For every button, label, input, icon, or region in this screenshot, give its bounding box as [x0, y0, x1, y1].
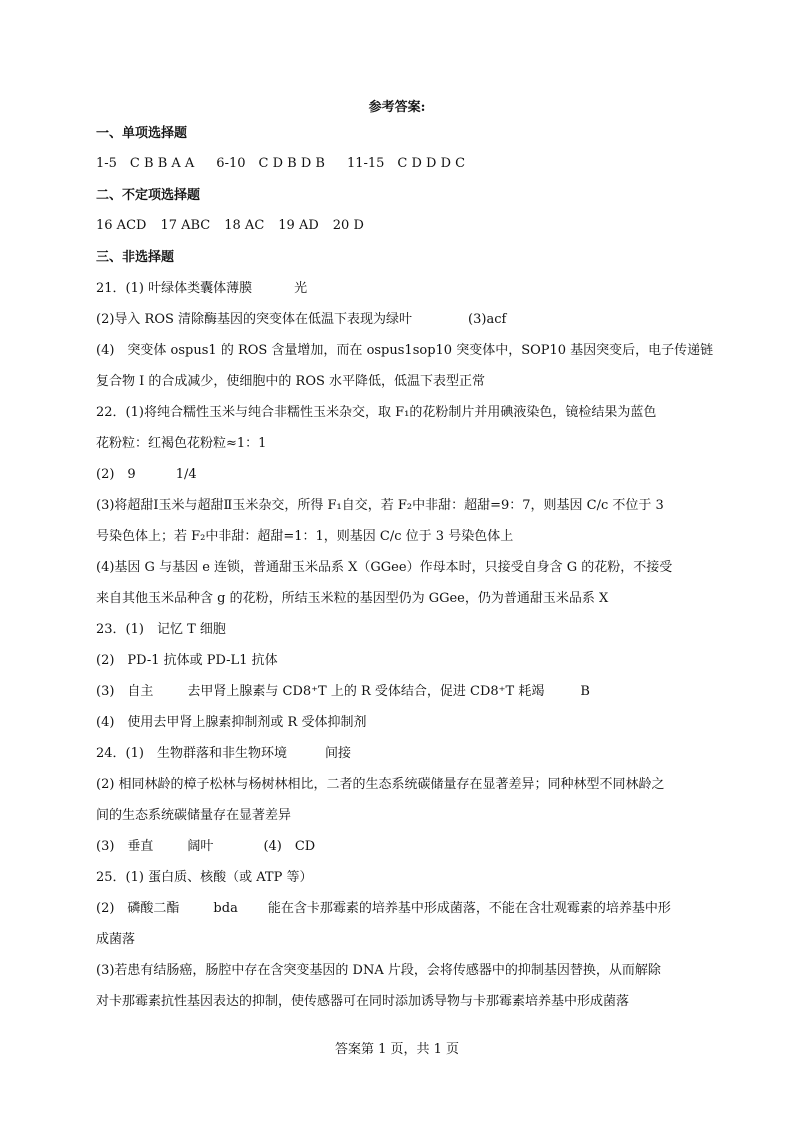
q22-answer-2b: 1/4 [175, 467, 197, 482]
single-answers-group: 11-15 C D D D C [346, 156, 466, 171]
q25-line-4: (3)若患有结肠癌，肠腔中存在含突变基因的 DNA 片段，会将传感器中的抑制基因替换，从而解除 [96, 963, 661, 978]
q23-line-1: 23．(1) 记忆 T 细胞 [96, 622, 226, 637]
q24-line-1 [96, 744, 351, 764]
q21-line-3: (4) 突变体 ospus1 的 ROS 含量增加，而在 ospus1sop10 突变体中，SOP10 基因突变后，电子传递链 [96, 343, 714, 358]
q25-line-5: 对卡那霉素抗性基因表达的抑制，使传感器可在同时添加诱导物与卡那霉素培养基中形成菌落 [96, 994, 630, 1009]
q24-line-2: (2) 相同林龄的樟子松林与杨树林相比，二者的生态系统碳储量存在显著差异；同种林型不同林龄之 [96, 777, 665, 792]
q23-line-4: (4) 使用去甲肾上腺素抑制剂或 R 受体抑制剂 [96, 715, 367, 730]
indefinite-answer: 20 D [332, 218, 364, 233]
q22-answer-2a: (2) 9 [96, 467, 136, 482]
q21-line-1 [96, 279, 307, 299]
section-heading-indefinite-choice: 二、不定项选择题 [96, 188, 201, 203]
q25-line-2 [96, 899, 671, 919]
q24-answer-1a: 24．(1) 生物群落和非生物环境 [96, 746, 287, 761]
indefinite-answer: 16 ACD [96, 218, 147, 233]
q24-line-4 [96, 837, 315, 857]
q22-line-7: 来自其他玉米品种含 g 的花粉，所结玉米粒的基因型仍为 GGee，仍为普通甜玉米品系 X [96, 591, 609, 606]
q22-line-1: 22．(1)将纯合糯性玉米与纯合非糯性玉米杂交，取 F₁的花粉制片并用碘液染色，镜检结果为蓝色 [96, 405, 657, 420]
q24-answer-3a: (3) 垂直 [96, 839, 154, 854]
q21-line-4: 复合物 I 的合成减少，使细胞中的 ROS 水平降低，低温下表型正常 [96, 374, 486, 389]
q21-answer-2: (2)导入 ROS 清除酶基因的突变体在低温下表现为绿叶 [96, 312, 413, 327]
q22-line-3 [96, 465, 197, 485]
q24-answer-1b: 间接 [324, 746, 351, 761]
q25-line-1: 25．(1) 蛋白质、核酸（或 ATP 等） [96, 870, 313, 885]
q24-answer-3b: 阔叶 [187, 839, 214, 854]
section-heading-single-choice: 一、单项选择题 [96, 126, 188, 141]
q21-answer-1: 21．(1) 叶绿体类囊体薄膜 [96, 281, 253, 296]
indefinite-choice-answers [96, 216, 364, 236]
single-answers-group: 1-5 C B B A A [96, 156, 195, 171]
page-footer: 答案第 1 页，共 1 页 [334, 1042, 460, 1057]
answer-title: 参考答案: [368, 100, 426, 115]
q24-answer-4: (4) CD [263, 839, 316, 854]
q21-answer-3: (3)acf [468, 312, 507, 327]
q24-line-3: 间的生态系统碳储量存在显著差异 [96, 808, 292, 823]
q23-line-3 [96, 682, 590, 702]
q23-answer-3b: 去甲肾上腺素与 CD8⁺T 上的 R 受体结合，促进 CD8⁺T 耗竭 [187, 684, 545, 699]
q22-line-2: 花粉粒：红褐色花粉粒≈1：1 [96, 436, 267, 451]
q25-answer-2c: 能在含卡那霉素的培养基中形成菌落，不能在含壮观霉素的培养基中形 [267, 901, 671, 916]
q23-answer-3c: B [580, 684, 590, 699]
q23-answer-3a: (3) 自主 [96, 684, 154, 699]
q22-line-5: 号染色体上；若 F₂中非甜：超甜=1：1，则基因 C/c 位于 3 号染色体上 [96, 529, 514, 544]
q22-line-4: (3)将超甜Ⅰ玉米与超甜Ⅱ玉米杂交，所得 F₁自交，若 F₂中非甜：超甜=9：7，则基因 C/c 不位于 3 [96, 498, 664, 513]
section-heading-non-choice: 三、非选择题 [96, 250, 175, 265]
indefinite-answer: 17 ABC [160, 218, 211, 233]
single-answers-group: 6-10 C D B D B [216, 156, 325, 171]
q23-line-2: (2) PD-1 抗体或 PD-L1 抗体 [96, 653, 278, 668]
single-choice-answers [96, 154, 465, 174]
indefinite-answer: 19 AD [278, 218, 319, 233]
q25-answer-2a: (2) 磷酸二酯 [96, 901, 180, 916]
q25-answer-2b: bda [213, 901, 238, 916]
indefinite-answer: 18 AC [224, 218, 265, 233]
q21-line-2 [96, 310, 506, 330]
q22-line-6: (4)基因 G 与基因 e 连锁，普通甜玉米品系 X（GGee）作母本时，只接受自身含 G 的花粉，不接受 [96, 560, 673, 575]
q25-line-3: 成菌落 [96, 932, 136, 947]
q21-answer-1b: 光 [294, 281, 308, 296]
